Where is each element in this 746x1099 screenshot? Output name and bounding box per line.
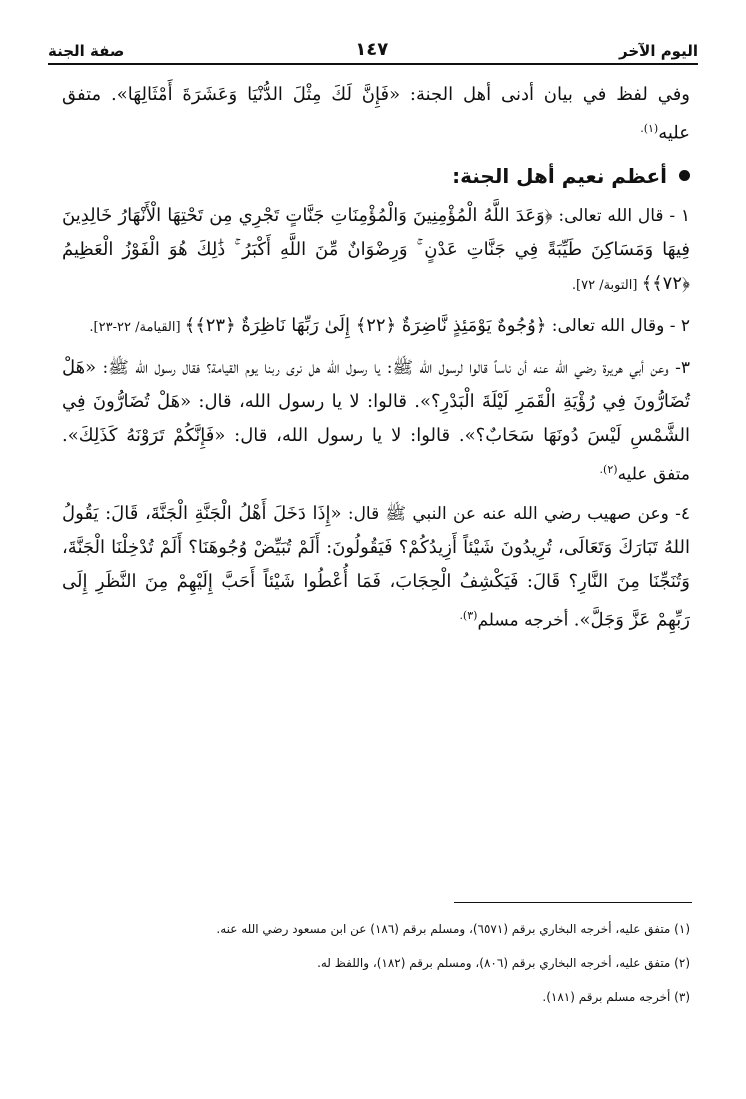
footnote-item: (١) متفق عليه، أخرجه البخاري برقم (٦٥٧١)، ومسلم برقم (١٨٦) عن ابن مسعود رضي الله عنه. bbox=[216, 922, 690, 936]
list-item bbox=[62, 309, 690, 345]
hadith-text: «إِذَا دَخَلَ أَهْلُ الْجَنَّةِ الْجَنَّةَ، قَالَ: يَقُولُ اللهُ تَبَارَكَ وَتَعَالَى، تُرِيدُونَ شَيْئاً أَزِيدُكُمْ؟ فَيَقُولُونَ: أَلَمْ تُبَيِّضْ وُجُوهَنَا؟ أَلَمْ تُدْخِلْنَا الْجَنَّةَ، وَتُنَجِّنَا مِنَ النَّارِ؟ قَالَ: فَيَكْشِفُ الْحِجَابَ، فَمَا أُعْطُوا شَيْئاً أَحَبَّ إِلَيْهِمْ مِنَ النَّظَرِ إِلَى رَبِّهِمْ عَزَّ وَجَلَّ». bbox=[62, 503, 690, 631]
intro-paragraph bbox=[62, 78, 690, 151]
header-rule bbox=[48, 63, 698, 65]
list-item bbox=[62, 351, 690, 492]
item-number: ٣- bbox=[668, 357, 690, 378]
item-lead: وعن صهيب رضي الله عنه عن النبي ﷺ قال: bbox=[341, 504, 669, 525]
running-header bbox=[48, 30, 698, 60]
item-lead: قال الله تعالى: bbox=[552, 205, 664, 226]
footnotes bbox=[62, 912, 690, 1014]
quran-verse: ﴿وَعَدَ اللَّهُ الْمُؤْمِنِينَ وَالْمُؤْمِنَاتِ جَنَّاتٍ تَجْرِي مِن تَحْتِهَا الْأَنْهَارُ خَالِدِينَ فِيهَا وَمَسَاكِنَ طَيِّبَةً فِي جَنَّاتِ عَدْنٍ ۚ وَرِضْوَانٌ مِّنَ اللَّهِ أَكْبَرُ ۚ ذَٰلِكَ هُوَ الْفَوْزُ الْعَظِيمُ ﴿٧٢﴾﴾ bbox=[62, 204, 690, 294]
footnote-rule bbox=[454, 902, 692, 903]
item-number: ٢ - bbox=[664, 315, 690, 336]
item-number: ١ - bbox=[663, 205, 690, 226]
item-number: ٤- bbox=[668, 504, 690, 525]
quran-verse: ﴿وُجُوهٌ يَوْمَئِذٍ نَّاضِرَةٌ ﴿٢٢﴾ إِلَىٰ رَبِّهَا نَاظِرَةٌ ﴿٢٣﴾﴾ bbox=[184, 314, 547, 336]
section-heading-text: أعظم نعيم أهل الجنة: bbox=[452, 163, 667, 188]
section-title-left: صفة الجنة bbox=[48, 42, 125, 60]
book-title-right: اليوم الآخر bbox=[619, 42, 698, 60]
section-heading bbox=[62, 159, 690, 193]
page-number: ١٤٧ bbox=[355, 39, 389, 60]
footnote-ref-2: (٢). bbox=[599, 462, 618, 476]
footnote-item: (٣) أخرجه مسلم برقم (١٨١). bbox=[542, 990, 690, 1004]
item-lead: وقال الله تعالى: bbox=[546, 315, 665, 336]
item-lead: وعن أبي هريرة رضي الله عنه أن ناساً قالوا لرسول الله ﷺ: يا رسول الله هل نرى ربنا يوم القيامة؟ فقال رسول الله ﷺ: bbox=[96, 357, 669, 378]
hadith-source: أخرجه مسلم bbox=[477, 610, 574, 631]
verse-reference: [القيامة/ ٢٢-٢٣]. bbox=[89, 319, 185, 335]
hadith-source: متفق عليه bbox=[617, 464, 690, 485]
list-item bbox=[62, 199, 690, 303]
list-item bbox=[62, 497, 690, 638]
footnote-ref-3: (٣). bbox=[459, 609, 478, 623]
intro-text: وفي لفظ في بيان أدنى أهل الجنة: «فَإِنَّ لَكَ مِثْلَ الدُّنْيَا وَعَشَرَةَ أَمْثَالِهَا». متفق عليه bbox=[62, 84, 690, 144]
footnote-item: (٢) متفق عليه، أخرجه البخاري برقم (٨٠٦)، ومسلم برقم (١٨٢)، واللفظ له. bbox=[317, 956, 690, 970]
hadith-text: «هَلْ تُضَارُّونَ فِي رُؤْيَةِ الْقَمَرِ لَيْلَةَ الْبَدْرِ؟». قالوا: لا يا رسول الله، قال: «هَلْ تُضَارُّونَ فِي الشَّمْسِ لَيْسَ دُونَهَا سَحَابٌ؟». قالوا: لا يا رسول الله، قال: «فَإِنَّكُمْ تَرَوْنَهُ كَذَلِكَ». bbox=[62, 356, 690, 446]
main-text bbox=[62, 78, 690, 644]
footnote-ref-1: (١). bbox=[640, 122, 659, 135]
verse-reference: [التوبة/ ٧٢]. bbox=[571, 277, 642, 293]
bullet-icon bbox=[679, 170, 690, 181]
